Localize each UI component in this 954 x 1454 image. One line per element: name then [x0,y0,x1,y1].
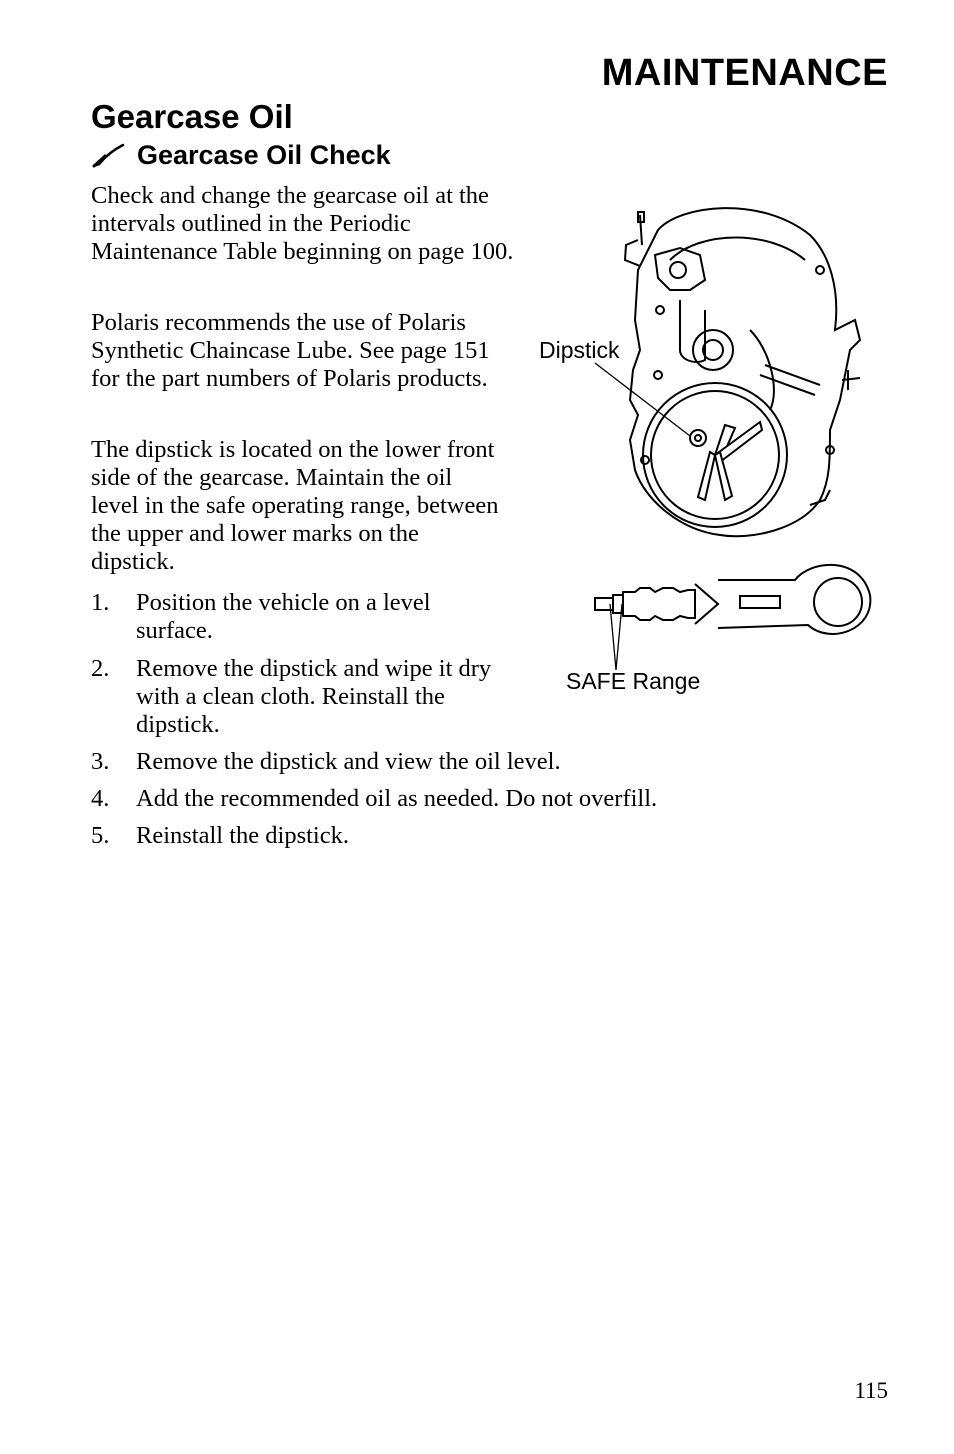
safe-range-label: SAFE Range [566,668,701,694]
step-number: 5. [91,822,110,849]
subsection-heading [91,140,391,171]
step-text: Remove the dipstick and view the oil level. [136,748,561,775]
gearcase-housing [630,208,860,536]
step-number: 3. [91,748,110,775]
paragraph-lube-recommendation: Polaris recommends the use of Polaris Synthetic Chaincase Lube. See page 151 for the part numbers of Polaris products. [91,309,490,392]
step-text: Reinstall the dipstick. [136,822,349,849]
section-title: Gearcase Oil [91,98,293,135]
check-mark-icon [91,143,125,169]
step-number: 2. [91,655,110,682]
page-number: 115 [854,1378,888,1403]
step-number: 4. [91,785,110,812]
subsection-title: Gearcase Oil Check [137,140,391,170]
dipstick-detail [595,565,870,634]
paragraph-intervals: Check and change the gearcase oil at the intervals outlined in the Periodic Maintenance Table beginning on page 100. [91,182,514,265]
step-text: Add the recommended oil as needed. Do not overfill. [136,785,658,812]
step-number: 1. [91,589,110,616]
dipstick-leader-line [595,363,690,436]
dipstick-label: Dipstick [539,337,620,363]
paragraph-dipstick-location: The dipstick is located on the lower front side of the gearcase. Maintain the oil level in the safe operating range, between the upper and lower marks on the dipstick. [91,436,499,575]
chapter-title: MAINTENANCE [601,52,888,94]
gearcase-illustration [530,200,890,700]
step-text: Remove the dipstick and wipe it dry with a clean cloth. Reinstall the dipstick. [136,655,492,738]
step-text: Position the vehicle on a level surface. [136,589,431,644]
